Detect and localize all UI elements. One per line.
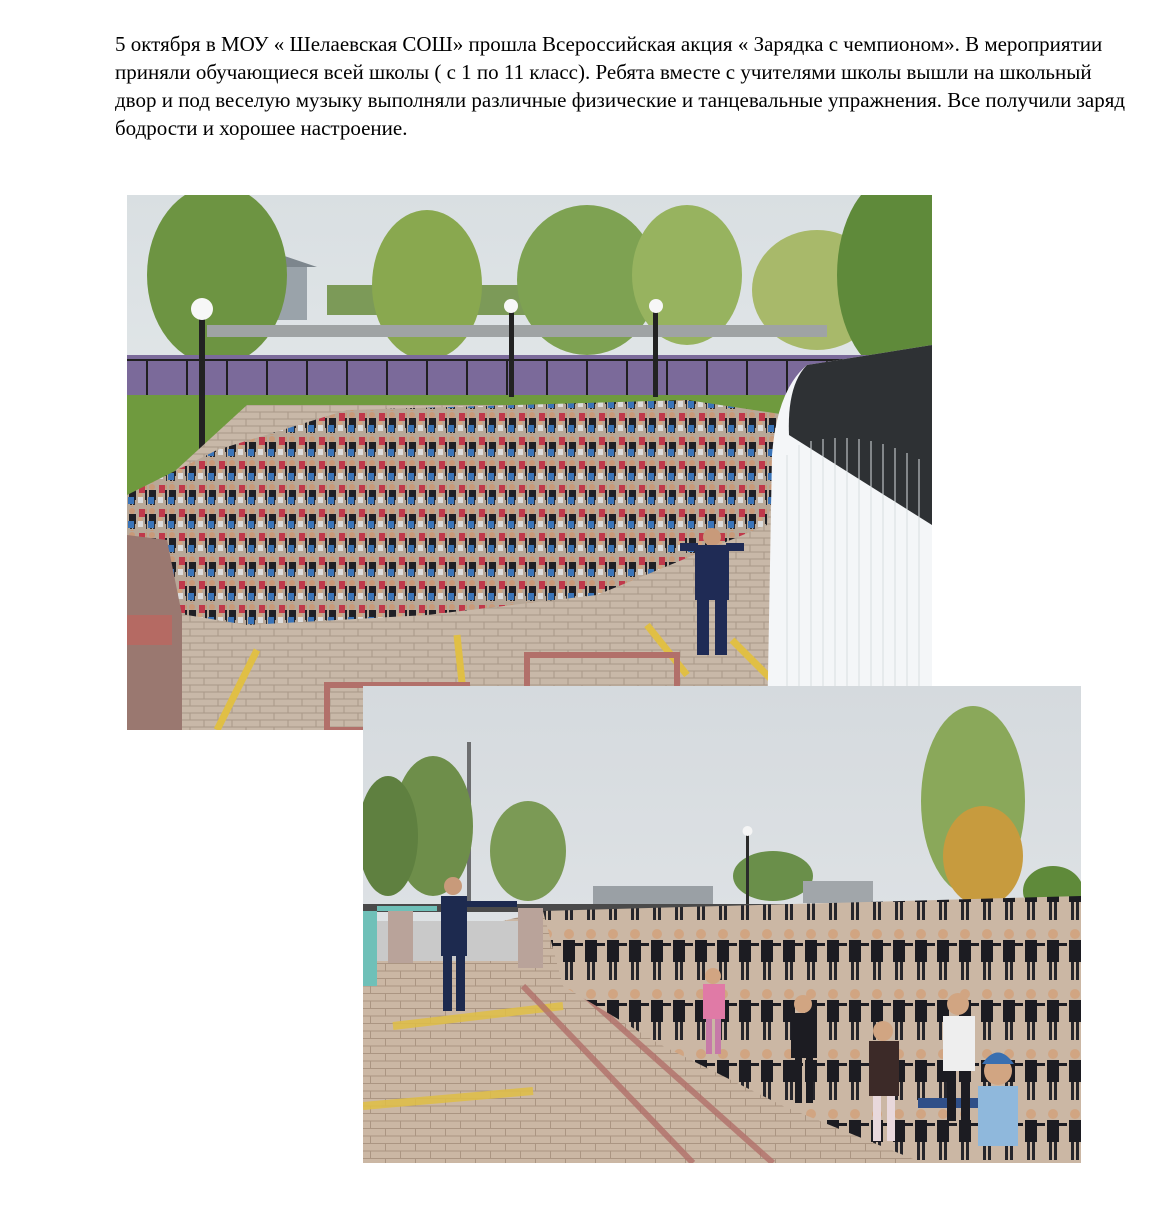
schoolyard-photo-top <box>127 195 932 730</box>
photo-bottom-image <box>363 686 1081 1163</box>
article-paragraph: 5 октября в МОУ « Шелаевская СОШ» прошла Всероссийская акция « Зарядка с чемпионом». В мероприятии приняли обучающиеся всей школы ( с 1 по 11 класс). Ребята вместе с учителями школы вышли на школьный двор и под веселую музыку выполняли различные физические и танцевальные упражнения. Все получили заряд бодрости и хорошее настроение. <box>115 32 1126 140</box>
schoolyard-photo-bottom <box>363 686 1081 1163</box>
photo-top-image <box>127 195 932 730</box>
